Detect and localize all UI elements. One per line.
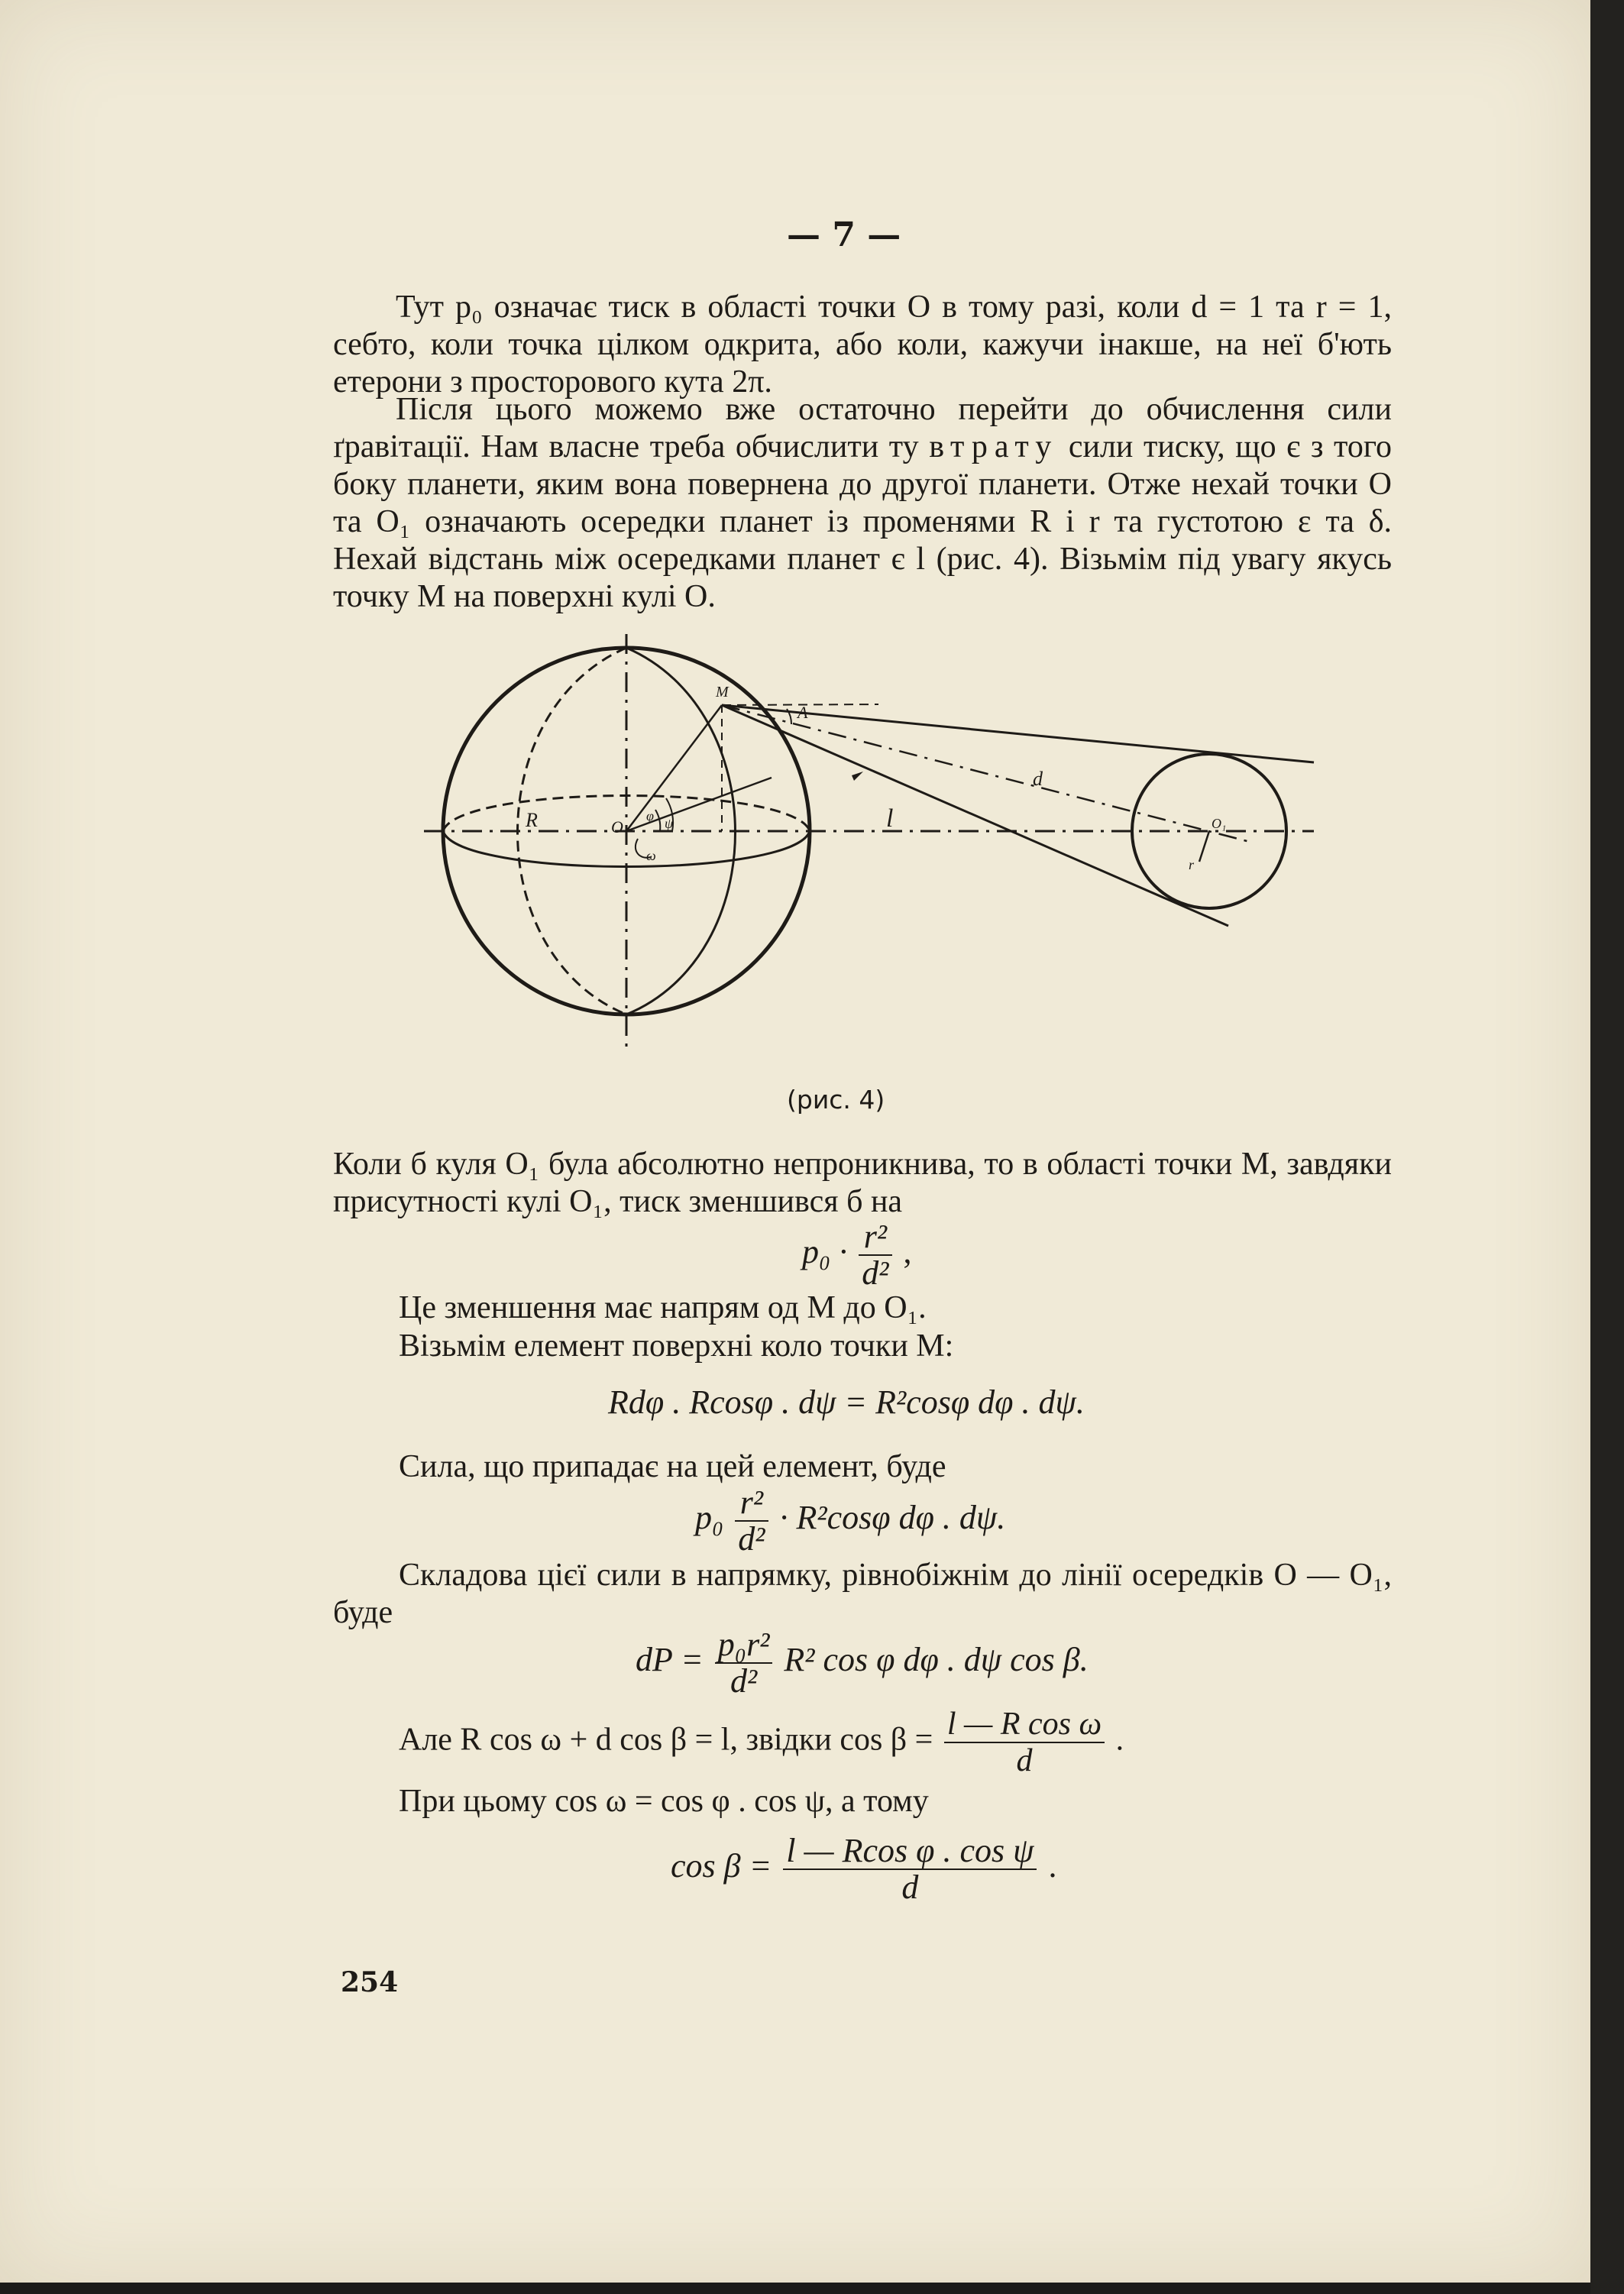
f3-suffix: · R²cosφ dφ . dψ. bbox=[779, 1499, 1006, 1537]
page-number: 254 bbox=[341, 1966, 399, 1998]
f7-fraction bbox=[783, 1833, 1037, 1905]
figure-4-diagram bbox=[0, 0, 1624, 1085]
emphasis-loss: втрату bbox=[929, 429, 1059, 464]
label-l: l bbox=[886, 804, 894, 833]
f5-fraction bbox=[944, 1707, 1105, 1778]
f4-prefix: dP = bbox=[636, 1641, 704, 1679]
formula-cos-beta-omega bbox=[399, 1707, 1124, 1778]
f7-numerator: l — Rcos φ . cos ψ bbox=[783, 1833, 1037, 1870]
formula-surface-element: Rdφ . Rcosφ . dψ = R²cosφ dφ . dψ. bbox=[608, 1383, 1085, 1421]
f1-numerator: r² bbox=[859, 1219, 891, 1256]
label-r: r bbox=[1189, 857, 1195, 872]
f4-fraction bbox=[715, 1627, 773, 1699]
label-A: A bbox=[797, 703, 808, 722]
page-header: — 7 — bbox=[787, 215, 901, 254]
label-R: R bbox=[526, 809, 538, 831]
f5-suffix: . bbox=[1115, 1722, 1124, 1758]
line-surface-element: Візьмім елемент поверхні коло точки M: bbox=[399, 1328, 954, 1364]
f5-numerator: l — R cos ω bbox=[944, 1707, 1105, 1743]
paragraph-gravity-intro-rest: сили тиску, що є з того боку планети, яким вона повернена до другої планети. Отже нехай точки O та O₁ означають осередки планет із променями R і r та густотою ε та δ. Нехай відстань між осередками планет є l (рис. 4). Візьмім під увагу якусь точку M на поверхні кулі O. bbox=[333, 429, 1393, 614]
label-M: M bbox=[716, 684, 729, 700]
paragraph-impermeable-sphere: Коли б куля O₁ була абсолютно непроникнива, то в області точки M, завдяки присутності кулі O₁, тиск зменшився б на bbox=[333, 1147, 1392, 1219]
f3-prefix: p₀ bbox=[695, 1499, 724, 1537]
f4-denominator: d² bbox=[730, 1662, 758, 1700]
formula-pressure-decrease bbox=[802, 1219, 912, 1291]
paragraph-pressure-definition: Тут p₀ означає тиск в області точки O в тому разі, коли d = 1 та r = 1, себто, коли точка цілком одкрита, або коли, кажучи інакше, на неї б'ють етерони з просторового кута 2π. bbox=[333, 290, 1392, 400]
formula-dP bbox=[636, 1627, 1089, 1699]
f3-numerator: r² bbox=[735, 1485, 768, 1522]
f3-denominator: d² bbox=[738, 1520, 765, 1558]
f4-suffix: R² cos φ dφ . dψ cos β. bbox=[784, 1641, 1089, 1679]
f1-prefix: p₀ · bbox=[802, 1233, 848, 1271]
f1-denominator: d² bbox=[862, 1254, 889, 1292]
formula-cos-beta-final bbox=[671, 1833, 1056, 1905]
label-omega: ω bbox=[646, 848, 656, 863]
formula-force-on-element bbox=[695, 1485, 1005, 1557]
line-force: Сила, що припадає на цей елемент, буде bbox=[399, 1449, 946, 1484]
f7-prefix: cos β = bbox=[671, 1847, 772, 1885]
label-O1: O₁ bbox=[1212, 816, 1227, 831]
f7-denominator: d bbox=[901, 1869, 919, 1906]
label-d: d bbox=[1033, 768, 1043, 790]
label-psi: ψ bbox=[665, 816, 674, 831]
f3-fraction bbox=[735, 1485, 768, 1557]
paragraph-gravity-intro-lead: Після цього можемо вже остаточно перейти до обчислення сили ґравітації. Нам власне треба обчислити ту bbox=[333, 392, 1392, 464]
f1-fraction bbox=[859, 1219, 891, 1291]
label-phi: φ bbox=[646, 808, 654, 823]
line-direction: Це зменшення має напрям од M до O₁. bbox=[399, 1290, 927, 1325]
f4-numerator: p₀r² bbox=[715, 1627, 773, 1664]
label-O: O bbox=[611, 817, 623, 836]
f7-suffix: . bbox=[1048, 1847, 1057, 1885]
f5-denominator: d bbox=[1016, 1743, 1033, 1778]
line-cos-omega: При цьому cos ω = cos φ . cos ψ, а тому bbox=[399, 1784, 929, 1819]
f1-suffix: , bbox=[903, 1233, 912, 1271]
f5-prefix: Але R cos ω + d cos β = l, звідки cos β = bbox=[399, 1722, 933, 1758]
figure-caption: (рис. 4) bbox=[787, 1085, 885, 1115]
paragraph-component: Складова цієї сили в напрямку, рівнобіжнім до лінії осередків O — O₁, буде bbox=[333, 1558, 1392, 1630]
